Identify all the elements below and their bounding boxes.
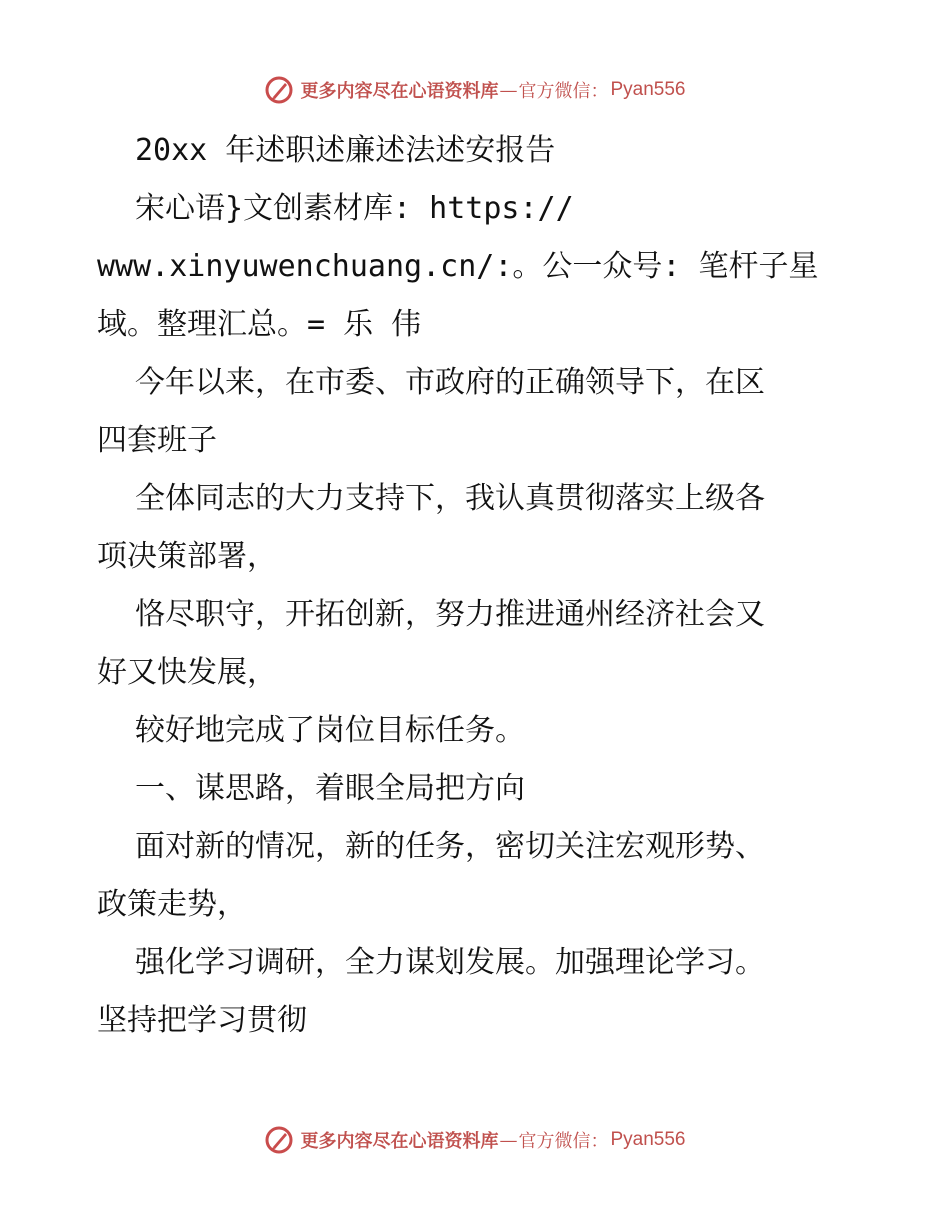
- watermark-wechat-id: Pyan556: [610, 79, 686, 100]
- watermark-wechat-id: Pyan556: [610, 1129, 686, 1150]
- pen-logo-icon: [264, 75, 294, 105]
- text-line: 好又快发展，: [97, 655, 277, 690]
- pen-logo-icon: [264, 1125, 294, 1155]
- text-line: 宋心语}文创素材库: https://: [135, 191, 574, 226]
- document-title: 20xx 年述职述廉述法述安报告: [135, 133, 556, 168]
- text-line: 域。整理汇总。= 乐 伟: [97, 307, 422, 342]
- text-line: 较好地完成了岗位目标任务。: [135, 713, 525, 748]
- text-line: 强化学习调研，全力谋划发展。加强理论学习。: [135, 945, 765, 980]
- text-line: 项决策部署，: [97, 539, 277, 574]
- text-line: 坚持把学习贯彻: [97, 1003, 307, 1038]
- footer-watermark: [0, 1120, 950, 1160]
- text-line: www.xinyuwenchuang.cn/:。公一众号: 笔杆子星: [97, 249, 819, 284]
- text-line: 面对新的情况，新的任务，密切关注宏观形势、: [135, 829, 765, 864]
- text-line: 恪尽职守，开拓创新，努力推进通州经济社会又: [135, 597, 765, 632]
- watermark-main-text: 更多内容尽在心语资料库: [300, 1131, 499, 1152]
- section-heading: 一、谋思路，着眼全局把方向: [135, 771, 525, 806]
- header-watermark: [0, 70, 950, 110]
- watermark-main-text: 更多内容尽在心语资料库: [300, 81, 499, 102]
- document-body: [97, 122, 857, 1050]
- text-line: 今年以来，在市委、市政府的正确领导下，在区: [135, 365, 765, 400]
- watermark-dash: —: [499, 79, 518, 101]
- text-line: 全体同志的大力支持下，我认真贯彻落实上级各: [135, 481, 765, 516]
- watermark-dash: —: [499, 1129, 518, 1151]
- text-line: 政策走势，: [97, 887, 247, 922]
- watermark-wechat-label: 官方微信：: [518, 1131, 609, 1152]
- text-line: 四套班子: [97, 423, 217, 458]
- watermark-wechat-label: 官方微信：: [518, 81, 609, 102]
